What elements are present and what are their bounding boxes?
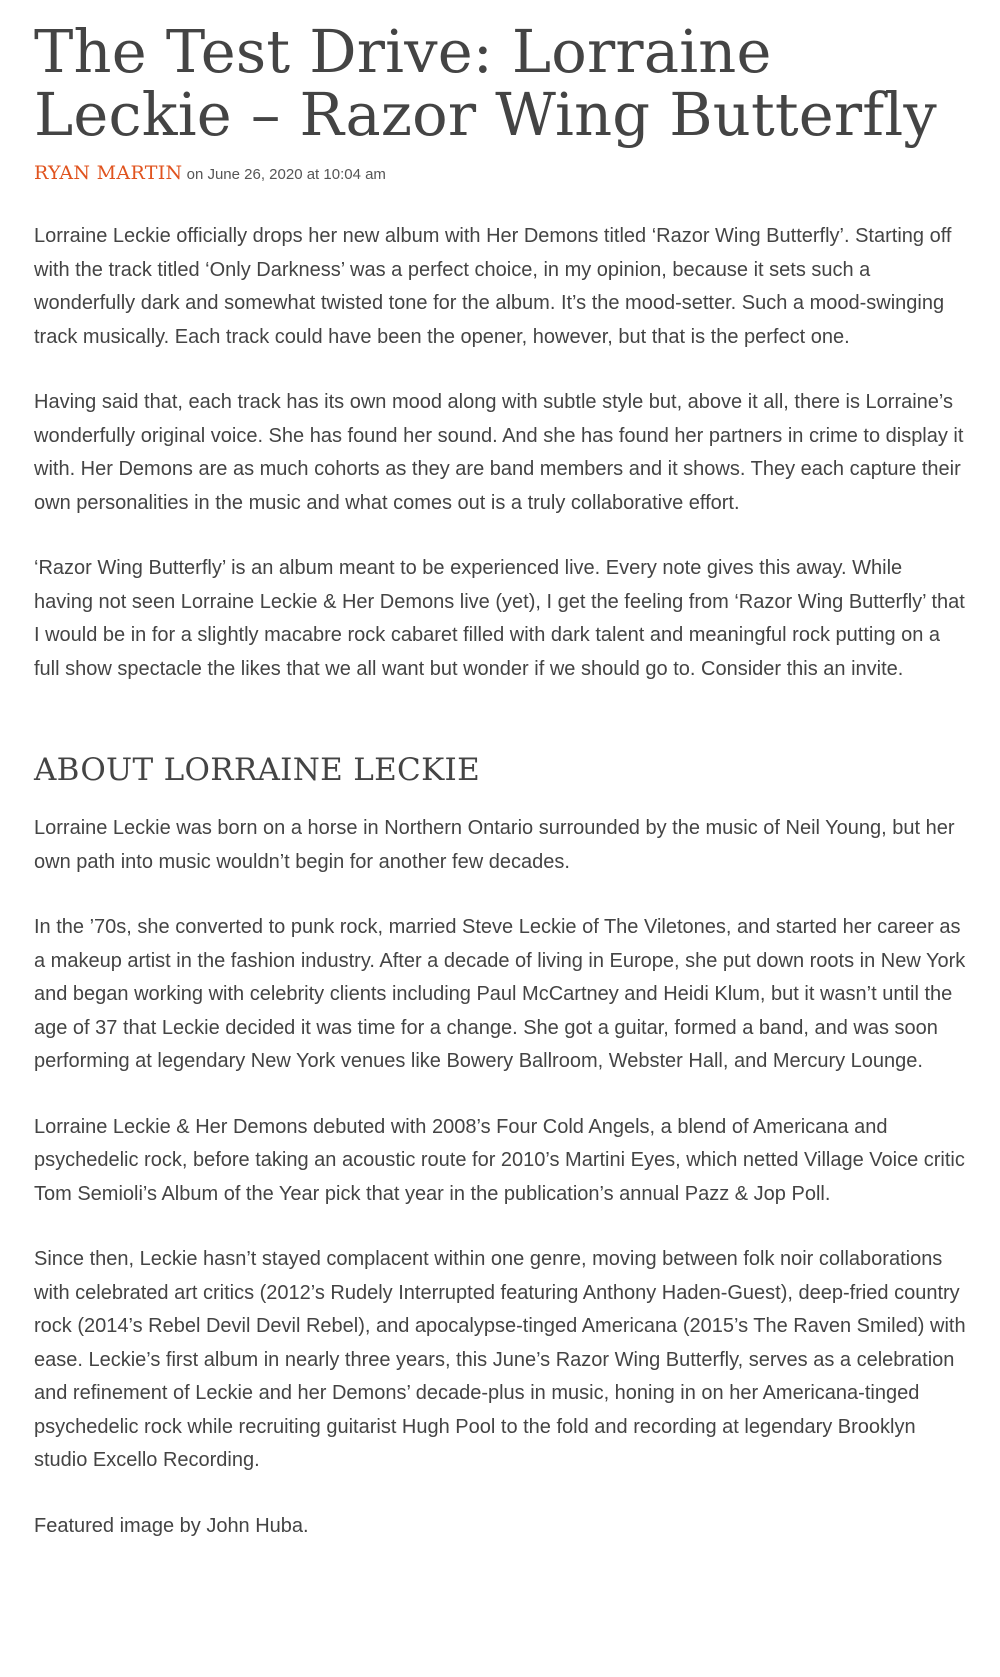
- article-paragraph: Having said that, each track has its own mood along with subtle style but, above it all, there is Lorraine’s wonderfully original voice. She has found her sound. And she has found her partners in crime to display it with. Her Demons are as much cohorts as they are band members and it shows. They each capture their own personalities in the music and what comes out is a truly collaborative effort.: [34, 391, 964, 514]
- about-heading: ABOUT LORRAINE LECKIE: [34, 752, 481, 788]
- article-title: The Test Drive: Lorraine Leckie – Razor Wing Butterfly: [34, 17, 937, 149]
- about-paragraph: Lorraine Leckie & Her Demons debuted with 2008’s Four Cold Angels, a blend of Americana and psychedelic rock, before taking an acoustic route for 2010’s Martini Eyes, which netted Village Voice critic Tom Semioli’s Album of the Year pick that year in the publication’s annual Pazz & Jop Poll.: [34, 1115, 965, 1205]
- byline: [34, 162, 966, 184]
- article-body: [34, 220, 966, 1543]
- article-paragraph: ‘Razor Wing Butterfly’ is an album meant to be experienced live. Every note gives this away. While having not seen Lorraine Leckie & Her Demons live (yet), I get the feeling from ‘Razor Wing Butterfly’ that I would be in for a slightly macabre rock cabaret filled with dark talent and meaningful rock putting on a full show spectacle the likes that we all want but wonder if we should go to. Consider this an invite.: [34, 557, 965, 680]
- about-paragraph: In the ’70s, she converted to punk rock, married Steve Leckie of The Viletones, and started her career as a makeup artist in the fashion industry. After a decade of living in Europe, she put down roots in New York and began working with celebrity clients including Paul McCartney and Heidi Klum, but it wasn’t until the age of 37 that Leckie decided it was time for a change. She got a guitar, formed a band, and was soon performing at legendary New York venues like Bowery Ballroom, Webster Hall, and Mercury Lounge.: [34, 916, 966, 1072]
- about-paragraph: Lorraine Leckie was born on a horse in Northern Ontario surrounded by the music of Neil Young, but her own path into music wouldn’t begin for another few decades.: [34, 817, 955, 873]
- author-link[interactable]: RYAN MARTIN: [34, 162, 183, 184]
- about-paragraph: Since then, Leckie hasn’t stayed complacent within one genre, moving between folk noir collaborations with celebrated art critics (2012’s Rudely Interrupted featuring Anthony Haden-Guest), deep-fried country rock (2014’s Rebel Devil Devil Rebel), and apocalypse-tinged Americana (2015’s The Raven Smiled) with ease. Leckie’s first album in nearly three years, this June’s Razor Wing Butterfly, serves as a celebration and refinement of Leckie and her Demons’ decade-plus in music, honing in on her Americana-tinged psychedelic rock while recruiting guitarist Hugh Pool to the fold and recording at legendary Brooklyn studio Excello Recording.: [34, 1248, 966, 1471]
- article-paragraph: Lorraine Leckie officially drops her new album with Her Demons titled ‘Razor Wing Butterfly’. Starting off with the track titled ‘Only Darkness’ was a perfect choice, in my opinion, because it sets such a wonderfully dark and somewhat twisted tone for the album. It’s the mood-setter. Such a mood-swinging track musically. Each track could have been the opener, however, but that is the perfect one.: [34, 225, 952, 348]
- image-credit: Featured image by John Huba.: [34, 1514, 309, 1537]
- post-date: on June 26, 2020 at 10:04 am: [186, 166, 386, 183]
